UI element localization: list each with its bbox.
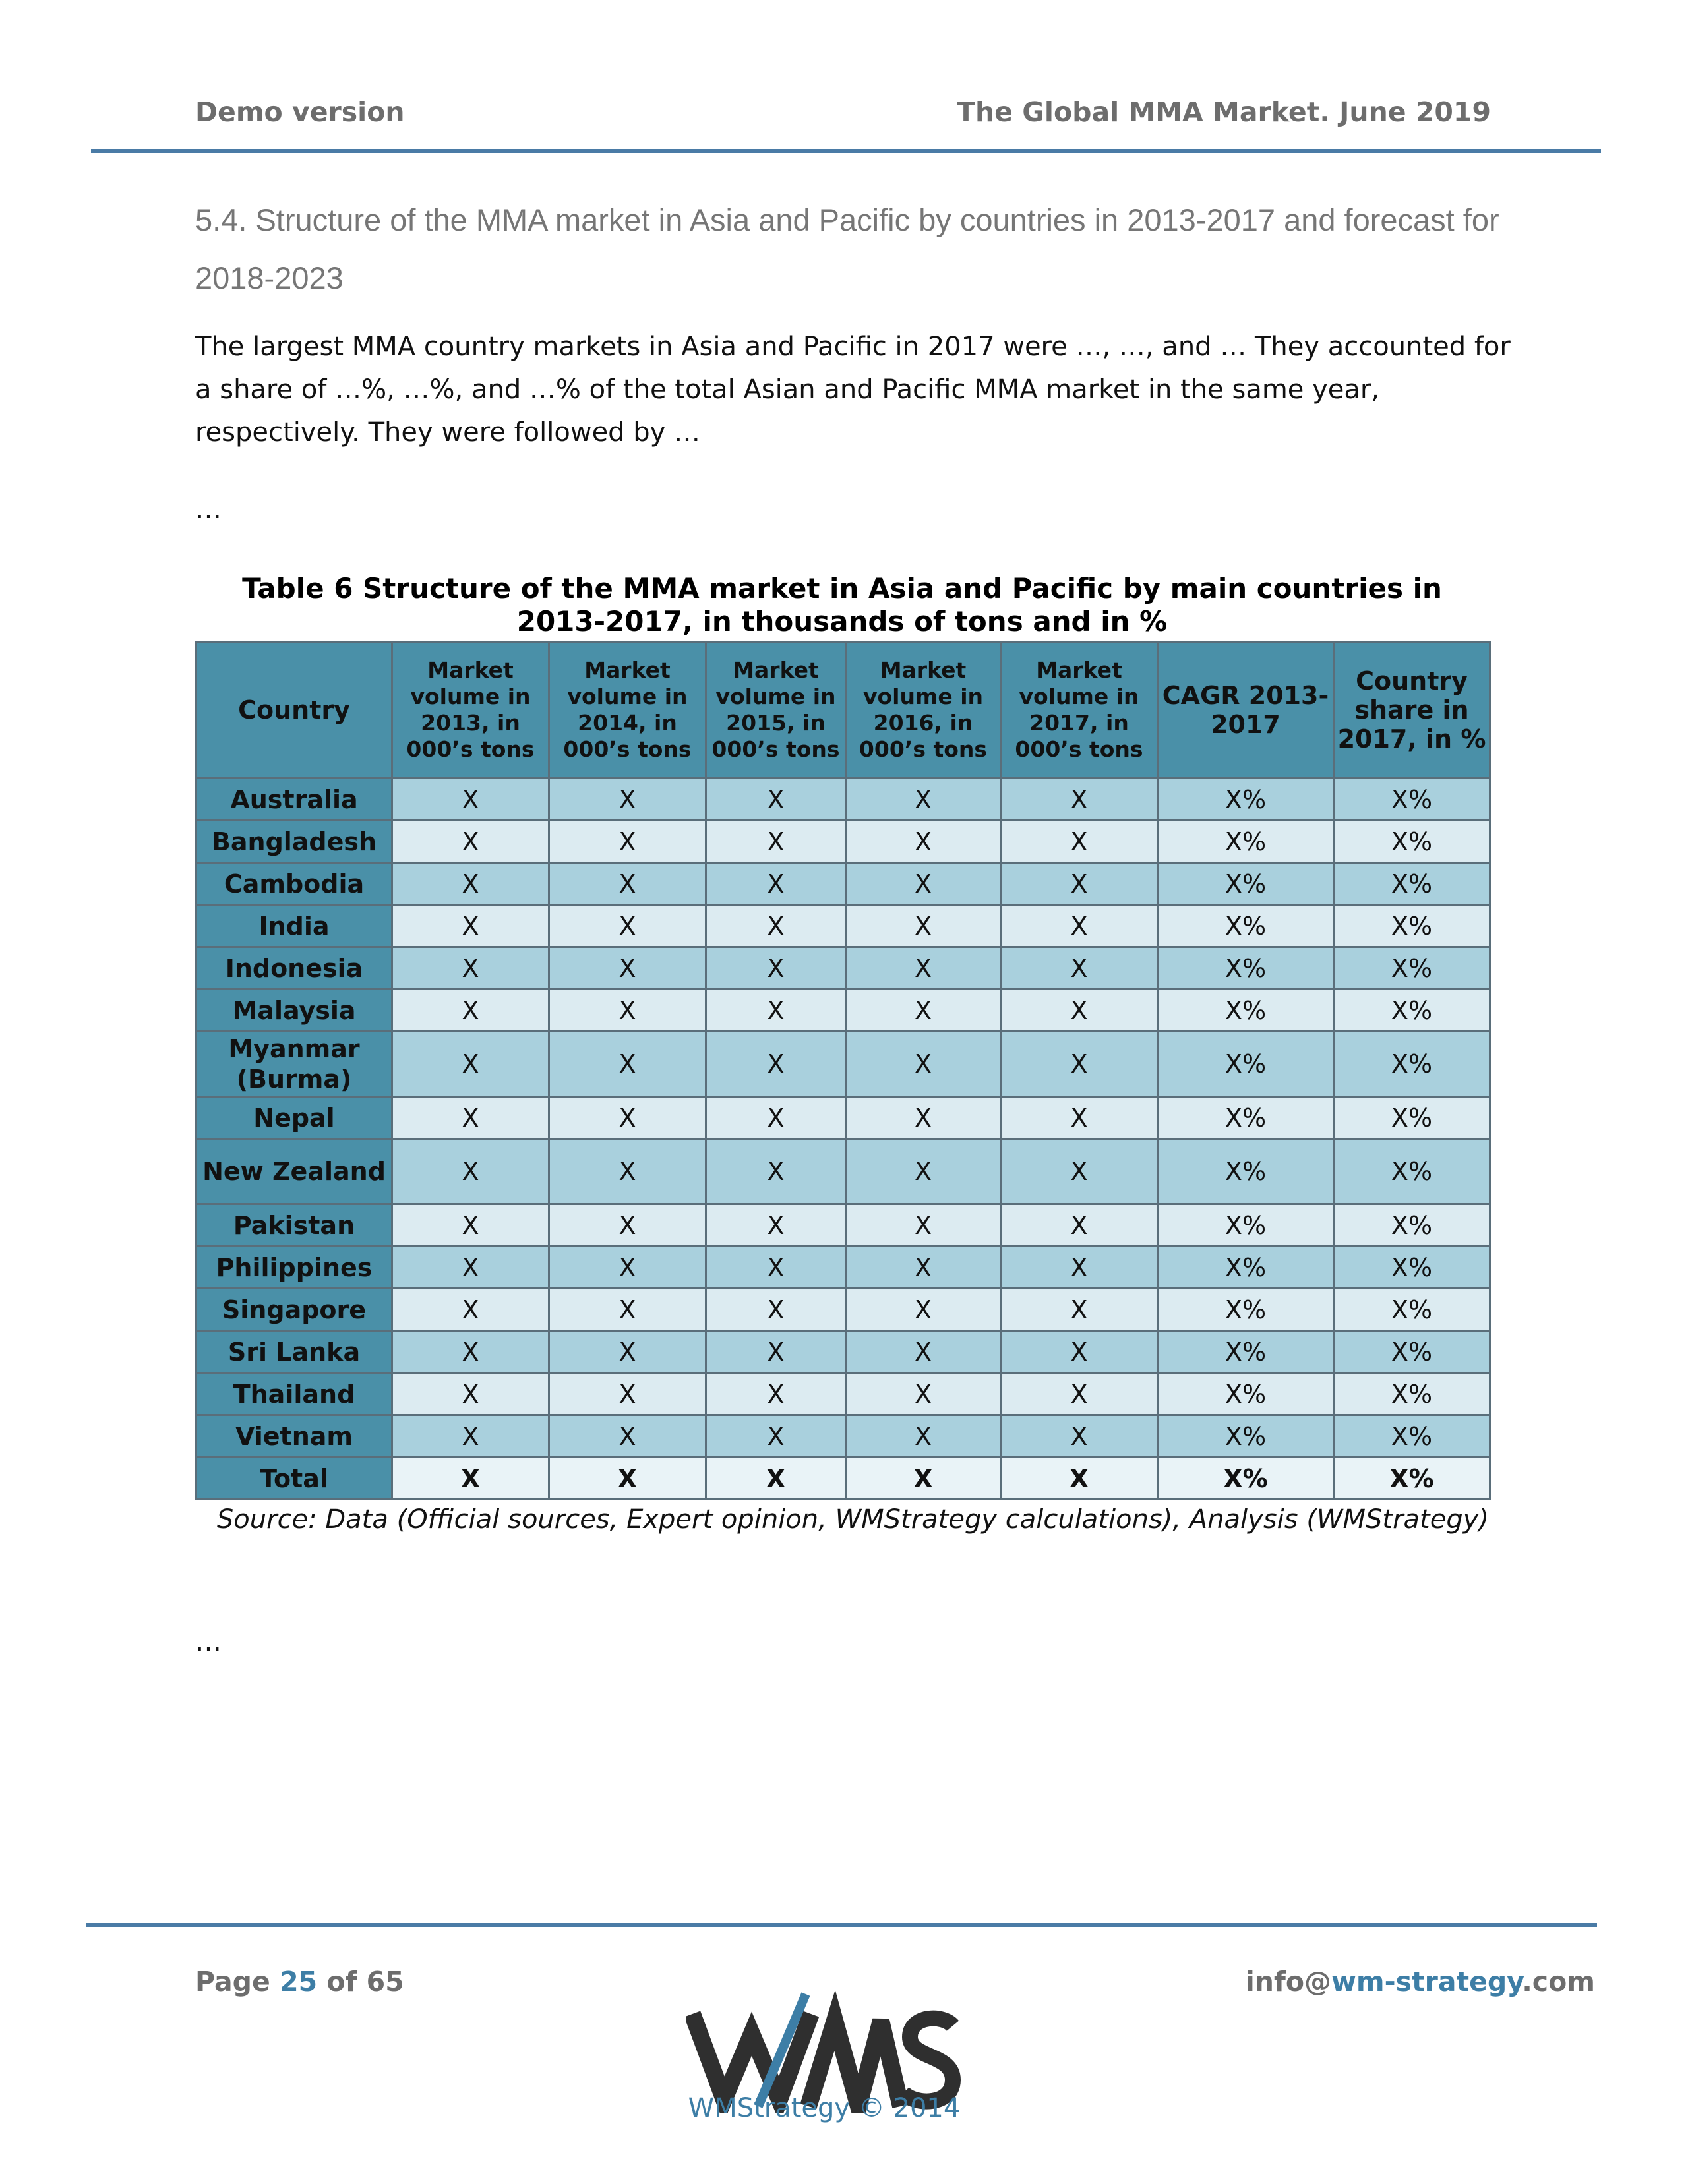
table-row <box>196 1415 1490 1458</box>
vol-2013-cell: X <box>392 1032 549 1097</box>
cagr-cell: X% <box>1158 1415 1334 1458</box>
vol-2016-cell: X <box>846 863 1001 905</box>
cagr-cell: X% <box>1158 905 1334 947</box>
vol-2015-cell: X <box>706 779 846 821</box>
country-cell: Nepal <box>196 1097 392 1139</box>
country-cell: New Zealand <box>196 1139 392 1204</box>
vol-2015-cell: X <box>706 1247 846 1289</box>
vol-2015-cell: X <box>706 947 846 989</box>
vol-2016-cell: X <box>846 1032 1001 1097</box>
vol-2015-cell: X <box>706 1331 846 1373</box>
table-row <box>196 1097 1490 1139</box>
vol-2017-cell: X <box>1001 947 1158 989</box>
vol-2013-cell: X <box>392 821 549 863</box>
share-cell: X% <box>1334 1373 1490 1415</box>
share-cell: X% <box>1334 821 1490 863</box>
country-cell: Indonesia <box>196 947 392 989</box>
table-row <box>196 989 1490 1032</box>
vol-2016-cell: X <box>846 947 1001 989</box>
page-total: of 65 <box>326 1966 404 1997</box>
share-cell: X% <box>1334 779 1490 821</box>
country-cell: Pakistan <box>196 1204 392 1247</box>
country-cell: Vietnam <box>196 1415 392 1458</box>
share-cell: X% <box>1334 1139 1490 1204</box>
vol-2015-cell: X <box>706 1415 846 1458</box>
vol-2016-cell: X <box>846 1373 1001 1415</box>
table-row <box>196 1247 1490 1289</box>
vol-2017-cell: X <box>1001 1247 1158 1289</box>
cagr-cell: X% <box>1158 1458 1334 1500</box>
share-cell: X% <box>1334 947 1490 989</box>
vol-2015-cell: X <box>706 1373 846 1415</box>
vol-2016-cell: X <box>846 905 1001 947</box>
vol-2016-cell: X <box>846 1139 1001 1204</box>
vol-2015-cell: X <box>706 1458 846 1500</box>
table-header-row <box>196 642 1490 779</box>
country-cell: Sri Lanka <box>196 1331 392 1373</box>
vol-2015-cell: X <box>706 821 846 863</box>
col-header-2016: Market volume in 2016, in 000’s tons <box>846 642 1001 779</box>
vol-2013-cell: X <box>392 905 549 947</box>
table-row <box>196 947 1490 989</box>
share-cell: X% <box>1334 1097 1490 1139</box>
col-header-2013: Market volume in 2013, in 000’s tons <box>392 642 549 779</box>
vol-2013-cell: X <box>392 947 549 989</box>
vol-2015-cell: X <box>706 1289 846 1331</box>
vol-2014-cell: X <box>549 863 706 905</box>
contact-email[interactable] <box>1246 1966 1595 1997</box>
footer-divider <box>86 1923 1597 1927</box>
vol-2016-cell: X <box>846 1247 1001 1289</box>
vol-2013-cell: X <box>392 863 549 905</box>
vol-2013-cell: X <box>392 1247 549 1289</box>
vol-2014-cell: X <box>549 1097 706 1139</box>
vol-2017-cell: X <box>1001 821 1158 863</box>
country-cell: Australia <box>196 779 392 821</box>
cagr-cell: X% <box>1158 1204 1334 1247</box>
country-cell: Myanmar (Burma) <box>196 1032 392 1097</box>
vol-2014-cell: X <box>549 1415 706 1458</box>
page-number: 25 <box>280 1966 318 1997</box>
market-table <box>195 641 1491 1500</box>
vol-2017-cell: X <box>1001 1331 1158 1373</box>
section-paragraph: The largest MMA country markets in Asia and Pacific in 2017 were …, …, and … They accounted for a share of …%, …%, and …% of the total Asian and Pacific MMA market in the same year, respectively. They were followed by … <box>195 332 1511 448</box>
header-divider <box>91 149 1601 153</box>
section-title: 5.4. Structure of the MMA market in Asia and Pacific by countries in 2013-2017 and forecast for 2018-2023 <box>195 202 1499 295</box>
share-cell: X% <box>1334 1331 1490 1373</box>
vol-2016-cell: X <box>846 989 1001 1032</box>
cagr-cell: X% <box>1158 1289 1334 1331</box>
table-row <box>196 863 1490 905</box>
vol-2013-cell: X <box>392 1373 549 1415</box>
col-header-cagr: CAGR 2013-2017 <box>1158 642 1334 779</box>
vol-2016-cell: X <box>846 779 1001 821</box>
vol-2014-cell: X <box>549 1289 706 1331</box>
vol-2016-cell: X <box>846 821 1001 863</box>
vol-2014-cell: X <box>549 947 706 989</box>
vol-2014-cell: X <box>549 1373 706 1415</box>
ellipsis-bottom: … <box>195 1627 222 1657</box>
country-cell: Cambodia <box>196 863 392 905</box>
table-row <box>196 1331 1490 1373</box>
vol-2017-cell: X <box>1001 779 1158 821</box>
vol-2014-cell: X <box>549 989 706 1032</box>
vol-2014-cell: X <box>549 1331 706 1373</box>
country-cell: Philippines <box>196 1247 392 1289</box>
share-cell: X% <box>1334 1247 1490 1289</box>
table-row <box>196 821 1490 863</box>
vol-2017-cell: X <box>1001 1373 1158 1415</box>
vol-2015-cell: X <box>706 1032 846 1097</box>
table-total-row <box>196 1458 1490 1500</box>
vol-2016-cell: X <box>846 1289 1001 1331</box>
vol-2016-cell: X <box>846 1458 1001 1500</box>
vol-2014-cell: X <box>549 1204 706 1247</box>
cagr-cell: X% <box>1158 1331 1334 1373</box>
vol-2013-cell: X <box>392 1204 549 1247</box>
table-row <box>196 1032 1490 1097</box>
vol-2014-cell: X <box>549 821 706 863</box>
vol-2013-cell: X <box>392 1289 549 1331</box>
vol-2014-cell: X <box>549 1139 706 1204</box>
table-row <box>196 1373 1490 1415</box>
country-cell: India <box>196 905 392 947</box>
table-row <box>196 1289 1490 1331</box>
vol-2014-cell: X <box>549 1458 706 1500</box>
col-header-2015: Market volume in 2015, in 000’s tons <box>706 642 846 779</box>
vol-2017-cell: X <box>1001 1097 1158 1139</box>
vol-2014-cell: X <box>549 1247 706 1289</box>
share-cell: X% <box>1334 905 1490 947</box>
share-cell: X% <box>1334 1415 1490 1458</box>
vol-2016-cell: X <box>846 1097 1001 1139</box>
share-cell: X% <box>1334 1204 1490 1247</box>
col-header-share: Country share in 2017, in % <box>1334 642 1490 779</box>
cagr-cell: X% <box>1158 1097 1334 1139</box>
cagr-cell: X% <box>1158 1373 1334 1415</box>
table-source: Source: Data (Official sources, Expert opinion, WMStrategy calculations), Analysis (WMStrategy) <box>216 1504 1489 1535</box>
cagr-cell: X% <box>1158 947 1334 989</box>
share-cell: X% <box>1334 863 1490 905</box>
vol-2014-cell: X <box>549 1032 706 1097</box>
vol-2017-cell: X <box>1001 989 1158 1032</box>
country-cell: Singapore <box>196 1289 392 1331</box>
share-cell: X% <box>1334 1032 1490 1097</box>
vol-2014-cell: X <box>549 905 706 947</box>
vol-2015-cell: X <box>706 989 846 1032</box>
cagr-cell: X% <box>1158 1247 1334 1289</box>
vol-2014-cell: X <box>549 779 706 821</box>
vol-2013-cell: X <box>392 1139 549 1204</box>
vol-2013-cell: X <box>392 1331 549 1373</box>
ellipsis-top: … <box>195 494 222 525</box>
cagr-cell: X% <box>1158 989 1334 1032</box>
vol-2017-cell: X <box>1001 1032 1158 1097</box>
page-indicator <box>195 1966 404 1997</box>
header-right: The Global MMA Market. June 2019 <box>957 96 1491 128</box>
email-domain: wm-strategy <box>1331 1966 1522 1997</box>
share-cell: X% <box>1334 989 1490 1032</box>
country-cell: Bangladesh <box>196 821 392 863</box>
cagr-cell: X% <box>1158 1139 1334 1204</box>
vol-2017-cell: X <box>1001 1415 1158 1458</box>
vol-2017-cell: X <box>1001 1458 1158 1500</box>
vol-2017-cell: X <box>1001 1139 1158 1204</box>
cagr-cell: X% <box>1158 779 1334 821</box>
col-header-2014: Market volume in 2014, in 000’s tons <box>549 642 706 779</box>
table-row <box>196 905 1490 947</box>
vol-2017-cell: X <box>1001 1289 1158 1331</box>
vol-2017-cell: X <box>1001 863 1158 905</box>
vol-2013-cell: X <box>392 779 549 821</box>
vol-2013-cell: X <box>392 1415 549 1458</box>
vol-2015-cell: X <box>706 1097 846 1139</box>
vol-2013-cell: X <box>392 1458 549 1500</box>
col-header-2017: Market volume in 2017, in 000’s tons <box>1001 642 1158 779</box>
vol-2015-cell: X <box>706 863 846 905</box>
vol-2015-cell: X <box>706 905 846 947</box>
table-row <box>196 1139 1490 1204</box>
cagr-cell: X% <box>1158 821 1334 863</box>
vol-2013-cell: X <box>392 989 549 1032</box>
table-caption: Table 6 Structure of the MMA market in Asia and Pacific by main countries in 2013-2017, in thousands of tons and in % <box>242 572 1442 637</box>
table-row <box>196 1204 1490 1247</box>
cagr-cell: X% <box>1158 1032 1334 1097</box>
vol-2016-cell: X <box>846 1415 1001 1458</box>
vol-2015-cell: X <box>706 1139 846 1204</box>
vol-2015-cell: X <box>706 1204 846 1247</box>
country-cell: Total <box>196 1458 392 1500</box>
cagr-cell: X% <box>1158 863 1334 905</box>
country-cell: Malaysia <box>196 989 392 1032</box>
header-left: Demo version <box>195 96 405 128</box>
email-user: info@ <box>1245 1966 1331 1997</box>
col-header-country: Country <box>196 642 392 779</box>
logo-caption: WMStrategy © 2014 <box>688 2093 961 2123</box>
vol-2016-cell: X <box>846 1204 1001 1247</box>
vol-2017-cell: X <box>1001 1204 1158 1247</box>
vol-2017-cell: X <box>1001 905 1158 947</box>
email-tld: .com <box>1522 1966 1595 1997</box>
vol-2016-cell: X <box>846 1331 1001 1373</box>
share-cell: X% <box>1334 1458 1490 1500</box>
vol-2013-cell: X <box>392 1097 549 1139</box>
page-label: Page <box>195 1966 270 1997</box>
share-cell: X% <box>1334 1289 1490 1331</box>
country-cell: Thailand <box>196 1373 392 1415</box>
table-row <box>196 779 1490 821</box>
